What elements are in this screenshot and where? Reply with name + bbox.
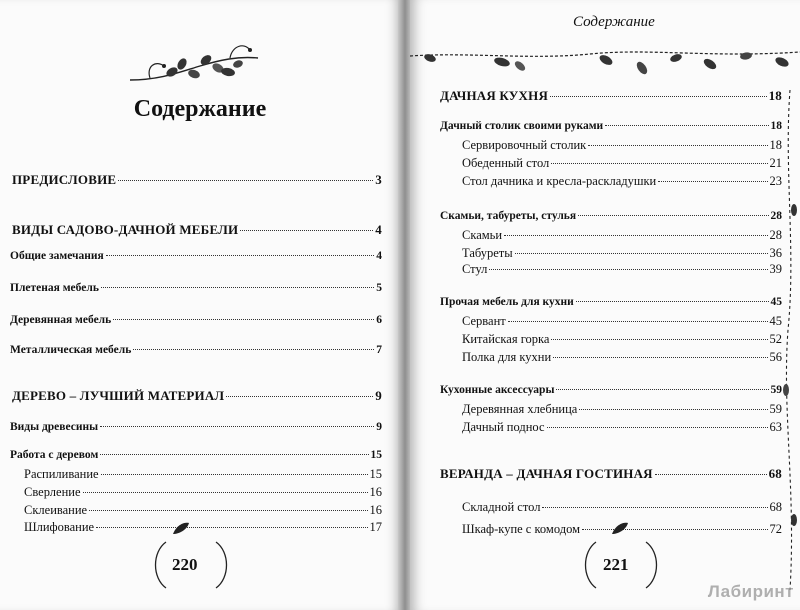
- toc-entry-page: 68: [769, 500, 782, 514]
- toc-entry-page: 28: [769, 228, 782, 242]
- toc-entry: [10, 421, 382, 433]
- dot-leader: [551, 163, 767, 164]
- toc-entry-title: ДАЧНАЯ КУХНЯ: [440, 88, 549, 103]
- leaf-ornament-icon: [610, 520, 630, 536]
- toc-entry-page: 9: [375, 388, 382, 403]
- dot-leader: [106, 255, 375, 256]
- toc-entry-title: Скамьи: [462, 228, 503, 242]
- toc-entry-page: 5: [376, 282, 382, 294]
- toc-entry-page: 28: [770, 210, 782, 222]
- toc-entry: [440, 210, 782, 222]
- toc-entry-title: Китайская горка: [462, 332, 550, 346]
- toc-entry: [10, 314, 382, 326]
- dot-leader: [133, 349, 374, 350]
- toc-entry-page: 63: [769, 420, 782, 434]
- running-header: Содержание: [573, 14, 655, 30]
- dot-leader: [553, 357, 767, 358]
- dot-leader: [542, 507, 767, 508]
- vine-side-border-icon: [780, 90, 800, 590]
- dot-leader: [489, 269, 767, 270]
- dot-leader: [101, 474, 368, 475]
- toc-entry: [24, 520, 382, 535]
- floral-ornament-icon: [120, 36, 265, 96]
- toc-entry: [462, 420, 782, 435]
- dot-leader: [100, 426, 374, 427]
- toc-entry-title: Дачный столик своими руками: [440, 120, 604, 132]
- toc-entry-page: 16: [369, 503, 382, 517]
- toc-entry-title: Стол дачника и кресла-раскладушки: [462, 174, 657, 188]
- dot-leader: [240, 230, 373, 231]
- toc-entry-page: 72: [769, 522, 782, 536]
- dot-leader: [83, 492, 368, 493]
- dot-leader: [89, 510, 367, 511]
- toc-entry-page: 45: [769, 314, 782, 328]
- toc-entry-page: 36: [769, 246, 782, 260]
- toc-entry: [10, 344, 382, 356]
- dot-leader: [578, 215, 768, 216]
- toc-entry-page: 15: [369, 467, 382, 481]
- dot-leader: [551, 339, 767, 340]
- toc-entry: [462, 314, 782, 329]
- toc-entry-page: 23: [769, 174, 782, 188]
- toc-entry-title: Скамьи, табуреты, стулья: [440, 210, 577, 222]
- toc-entry-page: 39: [769, 262, 782, 276]
- toc-entry: [440, 296, 782, 308]
- right-page: [410, 0, 800, 610]
- toc-entry: [440, 88, 782, 104]
- toc-entry: [462, 402, 782, 417]
- toc-entry-title: Общие замечания: [10, 250, 104, 262]
- toc-entry-title: Сверление: [24, 485, 81, 499]
- toc-entry-page: 17: [369, 520, 382, 534]
- toc-entry-title: Полка для кухни: [462, 350, 552, 364]
- dot-leader: [226, 396, 373, 397]
- toc-entry-title: ПРЕДИСЛОВИЕ: [12, 172, 117, 187]
- dot-leader: [588, 145, 767, 146]
- toc-entry: [462, 156, 782, 171]
- dot-leader: [100, 454, 368, 455]
- toc-entry-title: Сервант: [462, 314, 506, 328]
- toc-entry: [12, 222, 382, 238]
- dot-leader: [658, 181, 767, 182]
- dot-leader: [579, 409, 767, 410]
- dot-leader: [101, 287, 374, 288]
- toc-entry: [10, 449, 382, 461]
- toc-entry-page: 4: [375, 222, 382, 237]
- toc-entry: [462, 500, 782, 515]
- toc-entry-title: Плетеная мебель: [10, 282, 99, 294]
- toc-entry-page: 18: [768, 88, 782, 103]
- toc-entry: [462, 332, 782, 347]
- toc-entry-page: 4: [376, 250, 382, 262]
- dot-leader: [96, 527, 367, 528]
- leafy-vine-border-icon: [410, 44, 800, 84]
- toc-entry: [462, 174, 782, 189]
- toc-entry-title: Деревянная хлебница: [462, 402, 578, 416]
- toc-entry-title: ВИДЫ САДОВО-ДАЧНОЙ МЕБЕЛИ: [12, 222, 239, 237]
- toc-entry: [12, 388, 382, 404]
- toc-entry: [462, 138, 782, 153]
- toc-entry-title: Шлифование: [24, 520, 95, 534]
- toc-entry-title: Табуреты: [462, 246, 513, 260]
- toc-entry-title: ВЕРАНДА – ДАЧНАЯ ГОСТИНАЯ: [440, 466, 653, 481]
- toc-entry: [10, 250, 382, 262]
- toc-entry-title: Стул: [462, 262, 488, 276]
- dot-leader: [504, 235, 767, 236]
- dot-leader: [508, 321, 768, 322]
- toc-entry: [24, 467, 382, 482]
- toc-entry-title: Обеденный стол: [462, 156, 550, 170]
- toc-entry-page: 3: [375, 172, 382, 187]
- toc-entry: [10, 282, 382, 294]
- toc-entry: [24, 503, 382, 518]
- toc-entry: [24, 485, 382, 500]
- toc-entry: [440, 120, 782, 132]
- toc-entry: [462, 350, 782, 365]
- toc-entry: [462, 228, 782, 243]
- toc-entry-page: 52: [769, 332, 782, 346]
- toc-entry-page: 18: [769, 138, 782, 152]
- toc-entry-title: Кухонные аксессуары: [440, 384, 555, 396]
- toc-entry: [440, 466, 782, 482]
- toc-entry-page: 56: [769, 350, 782, 364]
- dot-leader: [113, 319, 374, 320]
- toc-entry: [462, 262, 782, 277]
- page-number: 220: [172, 555, 198, 574]
- toc-entry: [462, 246, 782, 261]
- toc-entry-title: Деревянная мебель: [10, 314, 112, 326]
- toc-entry-page: 59: [769, 402, 782, 416]
- toc-entry: [12, 172, 382, 188]
- dot-leader: [605, 125, 768, 126]
- watermark: Лабиринт: [707, 582, 794, 601]
- toc-entry-title: Шкаф-купе с комодом: [462, 522, 581, 536]
- toc-entry-page: 21: [769, 156, 782, 170]
- toc-entry-page: 6: [376, 314, 382, 326]
- toc-entry-page: 15: [370, 449, 382, 461]
- toc-entry-title: Складной стол: [462, 500, 541, 514]
- toc-entry-title: Работа с деревом: [10, 449, 99, 461]
- toc-entry-title: Распиливание: [24, 467, 99, 481]
- leaf-ornament-icon: [171, 520, 191, 536]
- toc-entry-title: Дачный поднос: [462, 420, 545, 434]
- toc-entry-title: Виды древесины: [10, 421, 99, 433]
- toc-entry-page: 9: [376, 421, 382, 433]
- dot-leader: [576, 301, 769, 302]
- dot-leader: [556, 389, 768, 390]
- dot-leader: [515, 253, 768, 254]
- dot-leader: [547, 427, 768, 428]
- toc-entry: [440, 384, 782, 396]
- dot-leader: [655, 474, 767, 475]
- page-number: 221: [603, 555, 629, 574]
- dot-leader: [550, 96, 767, 97]
- toc-entry-page: 18: [770, 120, 782, 132]
- toc-entry-title: ДЕРЕВО – ЛУЧШИЙ МАТЕРИАЛ: [12, 388, 225, 403]
- dot-leader: [118, 180, 373, 181]
- toc-entry-page: 59: [770, 384, 782, 396]
- toc-entry-title: Прочая мебель для кухни: [440, 296, 574, 308]
- toc-entry-title: Металлическая мебель: [10, 344, 132, 356]
- toc-entry-page: 45: [770, 296, 782, 308]
- page-title: Содержание: [133, 96, 267, 122]
- toc-entry-title: Склеивание: [24, 503, 88, 517]
- toc-entry-page: 68: [768, 466, 782, 481]
- toc-entry-page: 7: [376, 344, 382, 356]
- toc-entry-title: Сервировочный столик: [462, 138, 587, 152]
- toc-entry-page: 16: [369, 485, 382, 499]
